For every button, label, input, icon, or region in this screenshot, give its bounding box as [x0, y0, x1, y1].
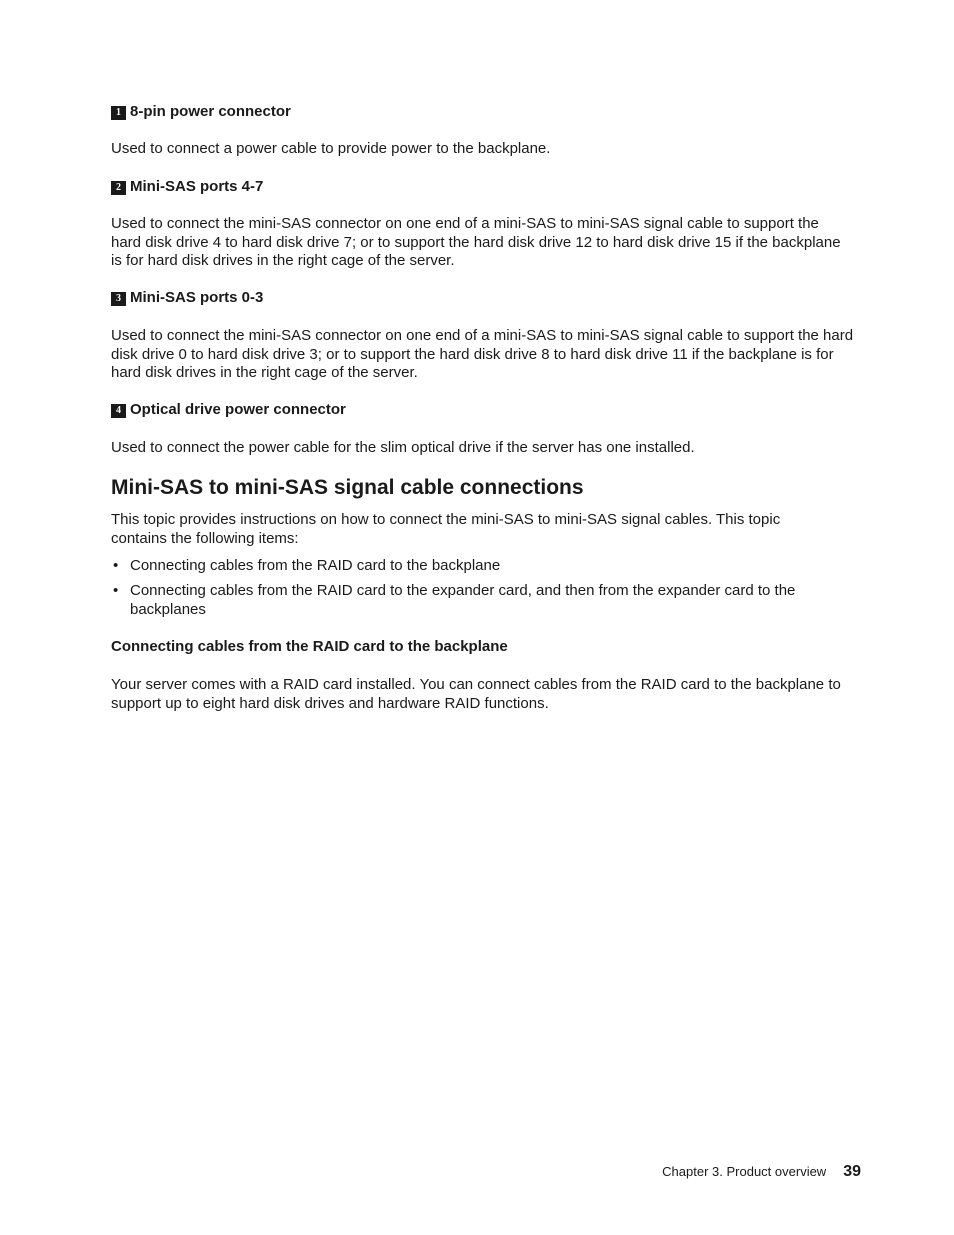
bullet-text: Connecting cables from the RAID card to the backplane — [130, 557, 501, 574]
item-2-title: Mini-SAS ports 4-7 — [130, 178, 264, 195]
bullet-text: Connecting cables from the RAID card to the expander card, and then from the expander card to the backplanes — [130, 582, 796, 618]
callout-4-icon: 4 — [111, 404, 126, 418]
item-4-heading — [111, 400, 866, 419]
item-1-description: Used to connect a power cable to provide power to the backplane. — [111, 140, 551, 157]
footer-chapter: Chapter 3. Product overview — [662, 1164, 827, 1179]
page-number: 39 — [843, 1163, 861, 1180]
item-4-description: Used to connect the power cable for the slim optical drive if the server has one installed. — [111, 439, 695, 456]
subsection-heading: Connecting cables from the RAID card to the backplane — [111, 638, 508, 655]
item-2-heading — [111, 177, 866, 196]
callout-3-icon: 3 — [111, 292, 126, 306]
page-footer — [662, 1163, 861, 1181]
bullet-icon: • — [113, 582, 119, 599]
item-3-heading — [111, 288, 866, 307]
section-intro: This topic provides instructions on how to connect the mini-SAS to mini-SAS signal cables. This topic contains the following items: — [111, 511, 781, 547]
item-2-description: Used to connect the mini-SAS connector on one end of a mini-SAS to mini-SAS signal cable to support the hard disk drive 4 to hard disk drive 7; or to support the hard disk drive 12 to hard disk drive 15 if the backplane is for hard disk drives in the right cage of the server. — [111, 215, 841, 270]
bullet-icon: • — [113, 557, 119, 574]
item-1-title: 8-pin power connector — [130, 103, 291, 120]
item-3-description: Used to connect the mini-SAS connector on one end of a mini-SAS to mini-SAS signal cable to support the hard disk drive 0 to hard disk drive 3; or to support the hard disk drive 8 to hard disk drive 11 if the backplane is for hard disk drives in the right cage of the server. — [111, 327, 854, 382]
section-title: Mini-SAS to mini-SAS signal cable connections — [111, 476, 584, 499]
callout-1-icon: 1 — [111, 106, 126, 120]
item-4-title: Optical drive power connector — [130, 401, 346, 418]
subsection-text: Your server comes with a RAID card installed. You can connect cables from the RAID card to the backplane to support up to eight hard disk drives and hardware RAID functions. — [111, 676, 841, 712]
callout-2-icon: 2 — [111, 181, 126, 195]
item-1-heading — [111, 102, 866, 121]
item-3-title: Mini-SAS ports 0-3 — [130, 289, 264, 306]
